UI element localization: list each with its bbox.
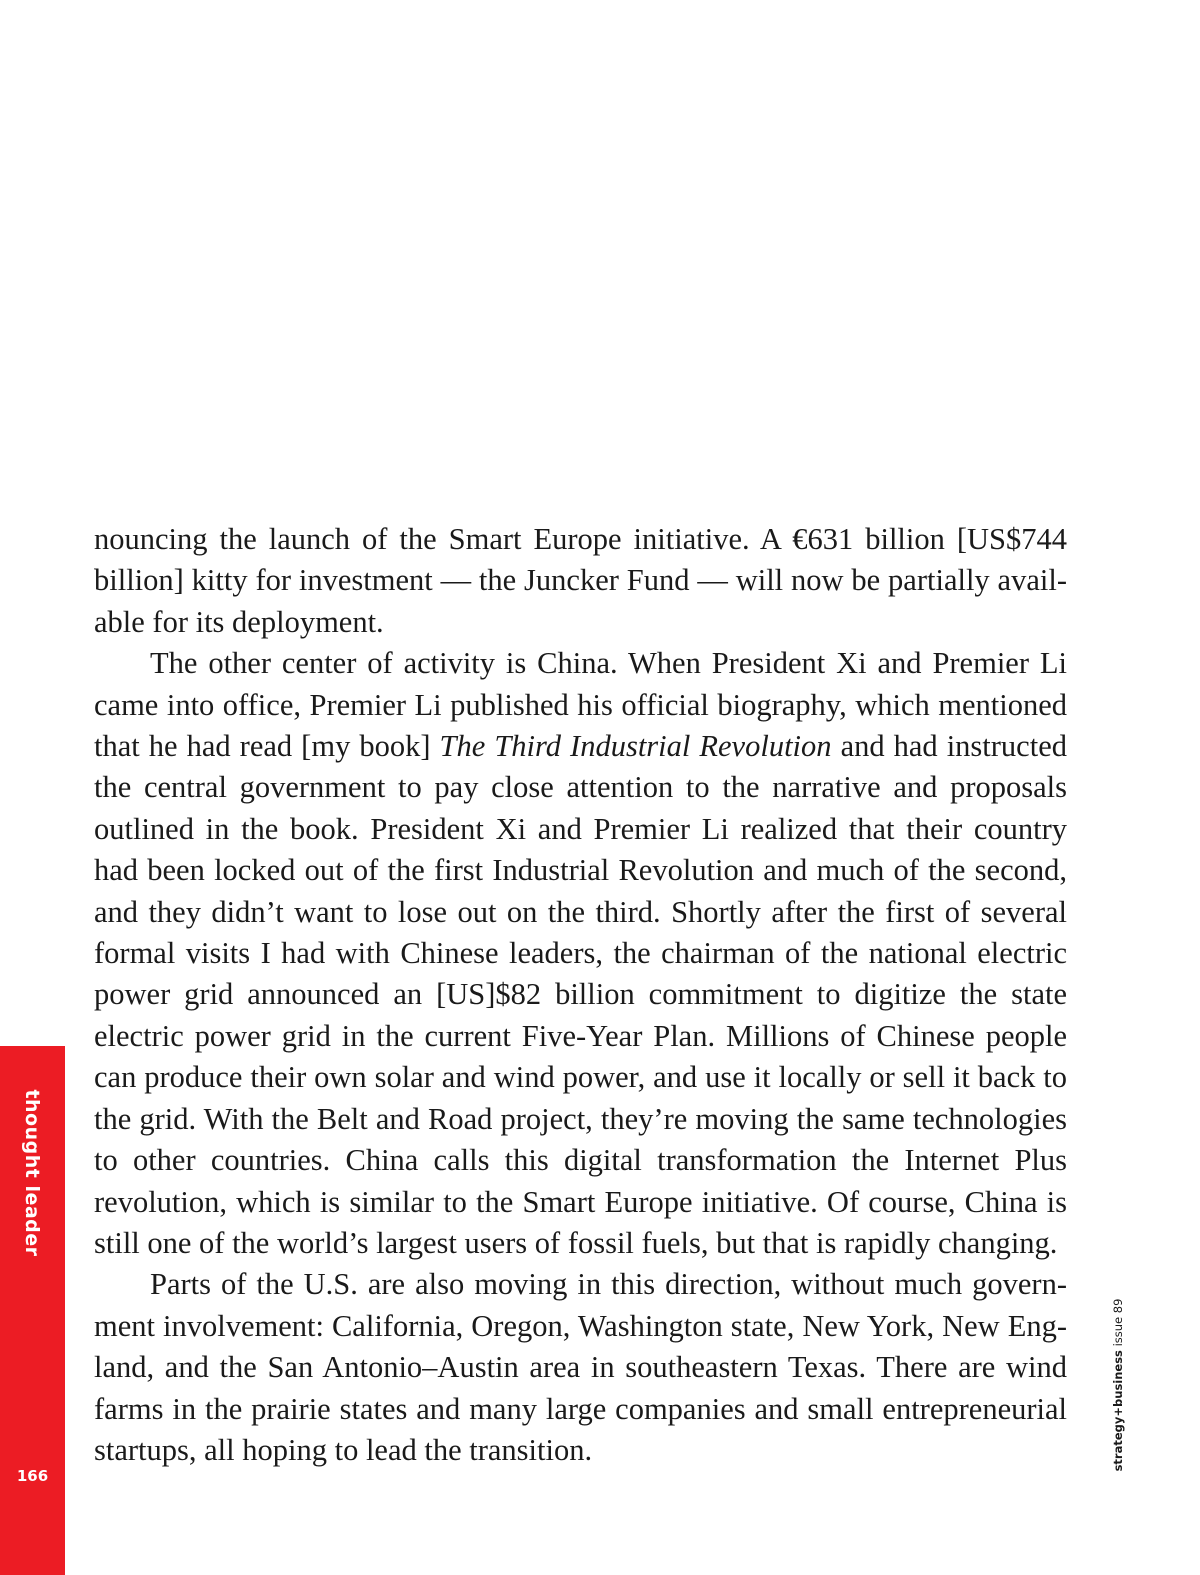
article-paragraph-3: Parts of the U.S. are also moving in this direction, without much government involvement: California, Oregon, Washington state, New York, New England, and the San Antonio–Austin area in southeastern Texas. There are wind farms in the prairie states and many large companies and small entrepreneurial startups, all hoping to lead the transition.: [94, 1267, 1067, 1467]
article-paragraph-1: nouncing the launch of the Smart Europe initiative. A €631 billion [US$744 billion] kitty for investment — the Juncker Fund — will now be partially available for its deployment.: [94, 522, 1067, 639]
section-label: thought leader: [21, 1089, 43, 1257]
article-paragraph-2: [94, 643, 1067, 1264]
running-footer: [1111, 1299, 1125, 1472]
page-number: 166: [16, 1467, 49, 1485]
book-title: The Third Industrial Revolution: [439, 729, 832, 764]
paragraph-2-text-end: and had instructed the central government to pay close attention to the narrative and proposals outlined in the book. President Xi and Premier Li realized that their country had been locked out of the first Industrial Revolution and much of the second, and they didn’t want to lose out on the third. Shortly after the first of several formal visits I had with Chinese leaders, the chairman of the national electric power grid announced an [US]$82 billion commitment to digitize the state electric power grid in the current Five-Year Plan. Millions of Chinese people can produce their own solar and wind power, and use it locally or sell it back to the grid. With the Belt and Road project, they’re moving the same technologies to other countries. China calls this digital transformation the Internet Plus revolution, which is similar to the Smart Europe initiative. Of course, China is still one of the world’s largest users of fossil fuels, but that is rapidly changing.: [94, 729, 1067, 1260]
publication-name: strategy+business: [1111, 1350, 1125, 1472]
issue-number: issue 89: [1111, 1298, 1125, 1351]
article-body: [94, 519, 1067, 1471]
paragraph-2-text-start: The other center of activity is China. When President Xi and Premier Li came into office, Premier Li published his official biography, which mentioned that he had read [my book]: [94, 646, 1067, 764]
